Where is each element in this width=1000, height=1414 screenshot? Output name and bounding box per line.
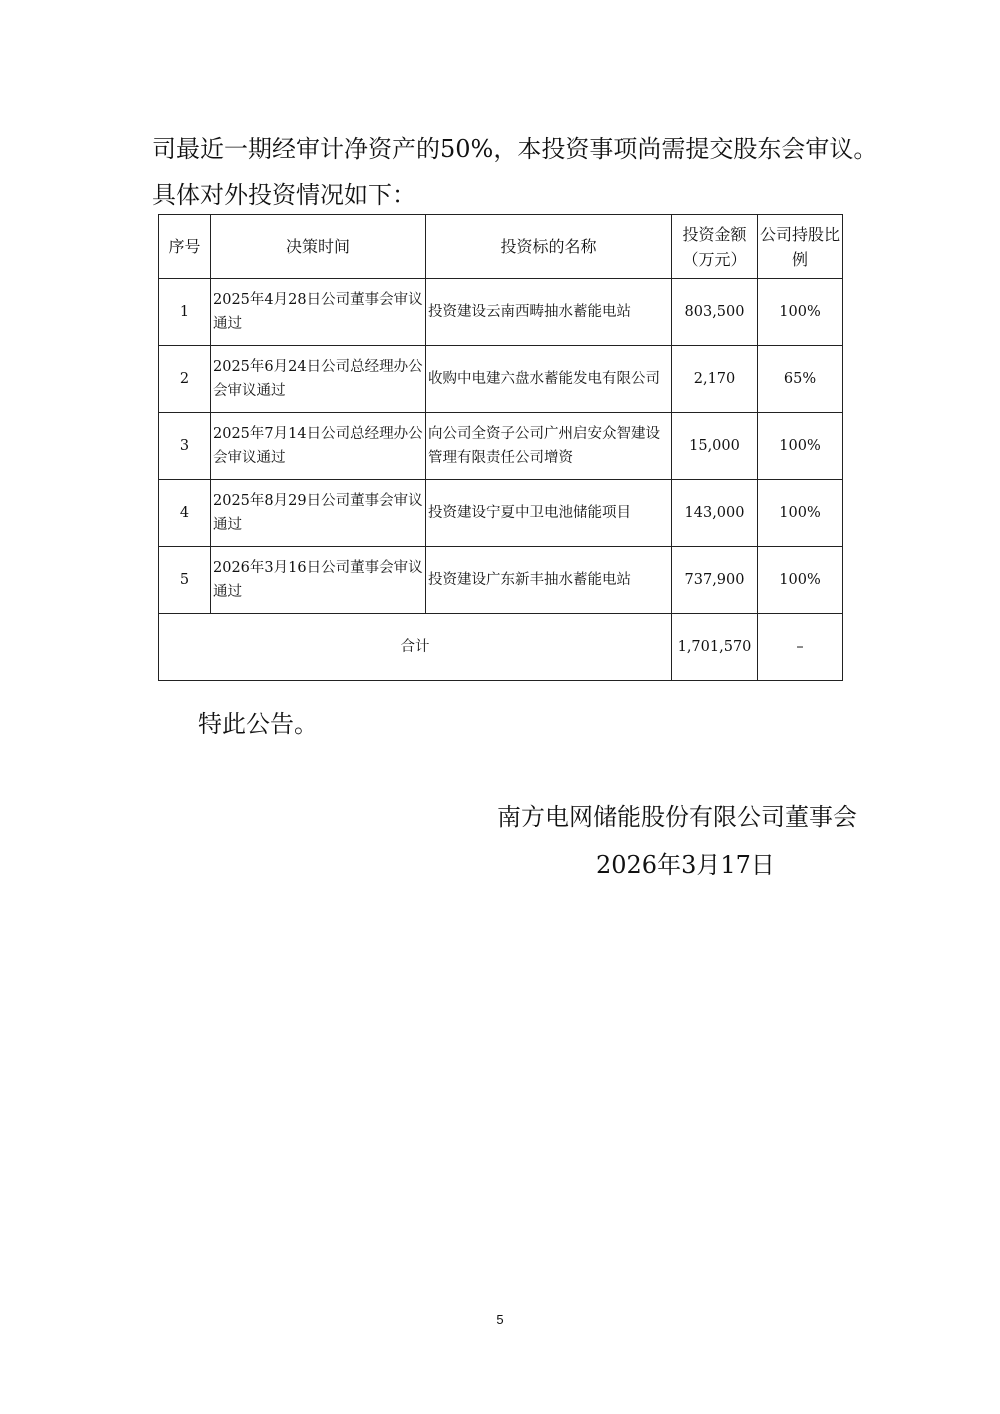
row-seq: 2 [159, 346, 211, 413]
header-decision-time: 决策时间 [211, 215, 426, 279]
row-amount: 737,900 [672, 547, 758, 614]
row-seq: 1 [159, 279, 211, 346]
row-ratio: 100% [758, 279, 843, 346]
table-row [159, 346, 843, 413]
row-target-name: 收购中电建六盘水蓄能发电有限公司 [426, 346, 672, 413]
total-label: 合计 [159, 614, 672, 681]
row-decision-time: 2026年3月16日公司董事会审议通过 [211, 547, 426, 614]
closing-text: 特此公告。 [198, 710, 318, 738]
table-total-row [159, 614, 843, 681]
row-ratio: 100% [758, 547, 843, 614]
table-header-row [159, 215, 843, 279]
row-decision-time: 2025年4月28日公司董事会审议通过 [211, 279, 426, 346]
intro-line-1: 司最近一期经审计净资产的50%，本投资事项尚需提交股东会审议。 [152, 135, 878, 163]
row-ratio: 65% [758, 346, 843, 413]
intro-line-2: 具体对外投资情况如下： [152, 181, 416, 209]
row-seq: 5 [159, 547, 211, 614]
table-row [159, 480, 843, 547]
row-target-name: 投资建设云南西畴抽水蓄能电站 [426, 279, 672, 346]
total-ratio: – [758, 614, 843, 681]
row-decision-time: 2025年7月14日公司总经理办公会审议通过 [211, 413, 426, 480]
row-ratio: 100% [758, 413, 843, 480]
row-ratio: 100% [758, 480, 843, 547]
row-target-name: 向公司全资子公司广州启安众智建设管理有限责任公司增资 [426, 413, 672, 480]
row-amount: 143,000 [672, 480, 758, 547]
row-amount: 803,500 [672, 279, 758, 346]
table-row [159, 279, 843, 346]
table-row [159, 413, 843, 480]
page-number: 5 [496, 1312, 504, 1327]
header-ratio: 公司持股比例 [758, 215, 843, 279]
announcement-date: 2026年3月17日 [596, 851, 775, 879]
row-decision-time: 2025年8月29日公司董事会审议通过 [211, 480, 426, 547]
row-amount: 15,000 [672, 413, 758, 480]
row-target-name: 投资建设广东新丰抽水蓄能电站 [426, 547, 672, 614]
header-seq: 序号 [159, 215, 211, 279]
signature: 南方电网储能股份有限公司董事会 [497, 803, 857, 831]
row-seq: 3 [159, 413, 211, 480]
total-amount: 1,701,570 [672, 614, 758, 681]
row-decision-time: 2025年6月24日公司总经理办公会审议通过 [211, 346, 426, 413]
table-row [159, 547, 843, 614]
header-target-name: 投资标的名称 [426, 215, 672, 279]
header-amount: 投资金额（万元） [672, 215, 758, 279]
row-target-name: 投资建设宁夏中卫电池储能项目 [426, 480, 672, 547]
row-amount: 2,170 [672, 346, 758, 413]
row-seq: 4 [159, 480, 211, 547]
investment-table [158, 214, 843, 681]
